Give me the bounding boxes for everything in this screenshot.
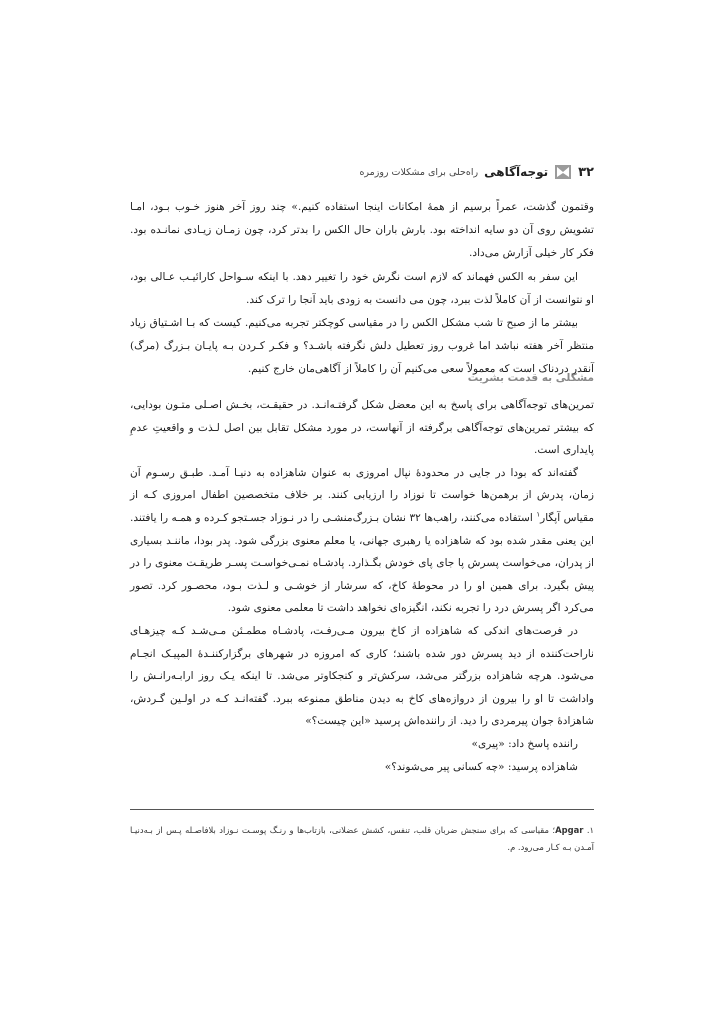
footnote-divider: [130, 809, 594, 810]
section-heading: مشکلی به قدمت بشریت: [467, 372, 594, 384]
page-number: ۳۲: [578, 164, 594, 180]
book-subtitle: راه‌حلی برای مشکلات روزمره: [359, 166, 479, 178]
paragraph: در فرصت‌های اندکی که شاهزاده از کاخ بیرون مـی‌رفـت، پادشـاه مطمـئن مـی‌شـد کـه چیزهـای ناراحت‌کننده از دید پسرش دور شده باشند؛ کاری که امروزه در شهرهای برگزارکننـدهٔ المپیـک انجـام می‌شود. هرچه شاهزاده بزرگتر می‌شد، سرکش‌تر و کنجکاوتر می‌شد. تا اینکه یـک روز ارابـه‌رانـش را واداشت تا او را بیرون از دروازه‌های کاخ به دیدن مناطق ممنوعه ببرد. گفته‌انـد کـه در اولـین گـردش، شاهزادهٔ جوان پیرمردی را دید. از راننده‌اش پرسید «این چیست؟»: [130, 624, 594, 728]
paragraph-text-part-1: گفته‌اند که بودا در جایی در محدودهٔ نپال امروزی به عنوان شاهزاده به دنیـا آمـد. طبـق رسـوم آن زمان، پدرش از برهمن‌ها خواست تا نوزاد را ارزیابی کنند. بر خلاف متخصصین اطفال امروزی کـه از مقیاس آپگار: [130, 466, 595, 524]
paragraph-with-footnote: [130, 462, 594, 620]
paragraph: بیشتر ما از صبح تا شب مشکل الکس را در مقیاسی کوچکتر تجربه می‌کنیم. کیست که بـا اشـتیاق زیاد منتظر آخر هفته نباشد اما غروب روز تعطیل دلش نگرفته باشـد؟ و فکـر کـردن بـه پایـان بـزرگ (مرگ) آنقدر دردناک است که معمولاً سعی می‌کنیم آن را کاملاً از آگاهی‌مان خارج کنیم.: [130, 317, 594, 376]
section-1-text: [130, 196, 594, 382]
dialog-line: شاهزاده پرسید: «چه کسانی پیر می‌شوند؟»: [384, 760, 578, 773]
running-header: [130, 160, 594, 184]
footnote-text: ؛ مقیاسی که برای سنجش ضربان قلب، تنفس، کشش عضلانی، بازتاب‌ها و رنـگ پوسـت نـوزاد بلافاصـله پـس از بـه‌دنیـا آمـدن بـه کـار می‌رود. م.: [130, 825, 594, 852]
footnote-reference[interactable]: ۱: [536, 510, 541, 519]
section-2-text: [130, 394, 594, 778]
book-section-mark-icon: [554, 164, 572, 180]
paragraph: وقتمون گذشت، عمراً برسیم از همهٔ امکانات اینجا استفاده کنیم.» چند روز آخر هنوز خـوب بـود، امـا تشویش روی آن دو سایه انداخته بود. بارش باران حال الکس را بدتر کرد، چون زمـان زیـادی نمانـده بود. فکر کار خیلی آزارش می‌داد.: [130, 201, 594, 260]
footnote: [130, 822, 594, 856]
dialog-line: راننده پاسخ داد: «پیری»: [471, 737, 578, 750]
paragraph: این سفر به الکس فهماند که لازم است نگرش خود را تغییر دهد. با اینکه سـواحل کارائیـب عـالی بود، او نتوانست از آن کاملاً لذت ببرد، چون می دانست به زودی باید آنجا را ترک کند.: [130, 270, 594, 306]
footnote-term: Apgar: [555, 825, 584, 835]
footnote-number: ۱.: [586, 825, 594, 835]
paragraph: تمرین‌های توجه‌آگاهی برای پاسخ به این معضل شکل گرفتـه‌انـد. در حقیقـت، بخـش اصـلی متـون بودایی، که بیشتر تمرین‌های توجه‌آگاهی برگرفته از آنهاست، در مورد مشکل تقابل بین اصل لـذت و واقعیتِ عدمِ پایداری است.: [130, 399, 594, 457]
book-title: توجه‌آگاهی: [484, 165, 549, 179]
paragraph-text-part-2: استفاده می‌کنند، راهب‌ها ۳۲ نشان بـزرگ‌منشـی را در نـوزاد جسـتجو کـرده و همـه را یافتند. این یعنی مقدر شده بود که شاهزاده یا رهبری جهانی، یا معلم معنوی بزرگی شود. پدر بودا، ماننـد بسیاری از پدران، می‌خواست پسرش پا جای پای خودش بگـذارد. پادشـاه نمـی‌خواسـت پسـر طریقـت معنوی را در پیش بگیرد. برای همین او را در محوطهٔ کاخ، که سرشار از خوشـی و لـذت بـود، محصـور کرد. تصور می‌کرد اگر پسرش درد را تجربه نکند، انگیزه‌ای نخواهد داشت تا معلمی معنوی شود.: [130, 511, 594, 615]
